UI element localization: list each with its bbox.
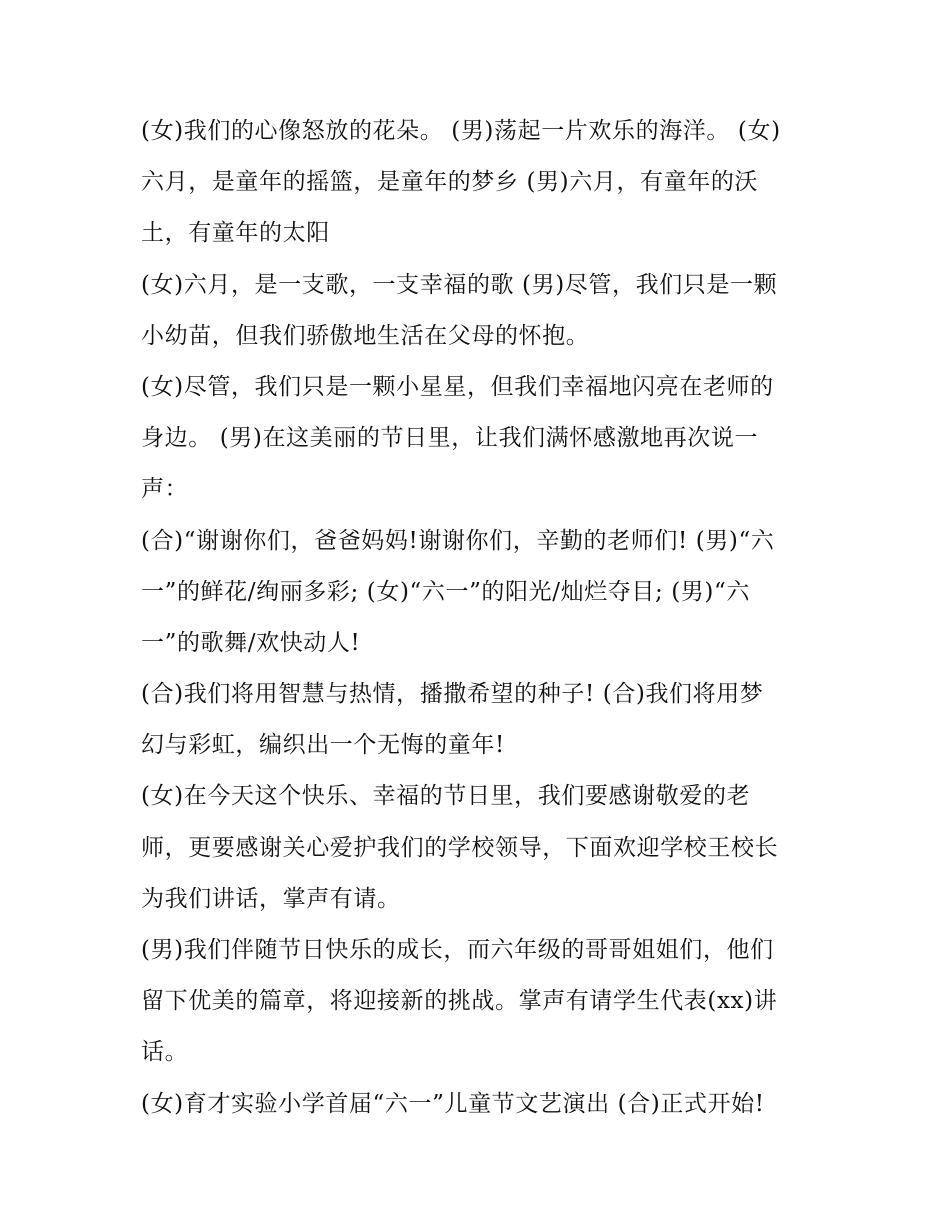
text-line: 师，更要感谢关心爱护我们的学校领导，下面欢迎学校王校长 [141, 834, 779, 861]
text-line: 六月，是童年的摇篮，是童年的梦乡 (男)六月，有童年的沃 [141, 169, 759, 196]
text-line: 土，有童年的太阳 [141, 220, 330, 247]
paragraph-3 [141, 362, 813, 516]
paragraph-4 [141, 516, 813, 670]
paragraph-7 [141, 925, 813, 1079]
text-line: 一”的鲜花/绚丽多彩; (女)“六一”的阳光/灿烂夺目; (男)“六 [141, 578, 750, 605]
text-line: (男)我们伴随节日快乐的成长，而六年级的哥哥姐姐们，他们 [141, 937, 774, 963]
text-line: 一”的歌舞/欢快动人! [141, 629, 361, 656]
text-line: 声： [141, 476, 189, 503]
text-line: 为我们讲话，掌声有请。 [141, 885, 401, 912]
paragraph-2 [141, 260, 813, 362]
text-line: (女)在今天这个快乐、幸福的节日里，我们要感谢敬爱的老 [141, 783, 751, 810]
text-line: 幻与彩虹，编织出一个无悔的童年! [141, 732, 505, 759]
paragraph-5 [141, 669, 813, 771]
text-line: (女)育才实验小学首届“六一”儿童节文艺演出 (合)正式开始! [141, 1090, 765, 1117]
text-line: (女)六月，是一支歌，一支幸福的歌 (男)尽管，我们只是一颗 [141, 271, 778, 298]
text-line: 留下优美的篇章，将迎接新的挑战。掌声有请学生代表(xx)讲 [141, 988, 778, 1015]
text-line: 身边。 (男)在这美丽的节日里，让我们满怀感激地再次说一 [141, 425, 759, 452]
paragraph-1 [141, 106, 813, 260]
text-line: 小幼苗，但我们骄傲地生活在父母的怀抱。 [141, 322, 590, 349]
text-line: (合)我们将用智慧与热情，播撒希望的种子! (合)我们将用梦 [141, 681, 764, 708]
paragraph-6 [141, 771, 813, 925]
text-line: 话。 [141, 1039, 189, 1066]
text-line: (女)尽管，我们只是一颗小星星，但我们幸福地闪亮在老师的 [141, 373, 774, 400]
text-line: (合)“谢谢你们，爸爸妈妈!谢谢你们，辛勤的老师们! (男)“六 [141, 527, 775, 554]
text-line: (女)我们的心像怒放的花朵。 (男)荡起一片欢乐的海洋。 (女) [141, 118, 781, 144]
document-body [141, 106, 813, 1130]
paragraph-8 [141, 1079, 813, 1130]
